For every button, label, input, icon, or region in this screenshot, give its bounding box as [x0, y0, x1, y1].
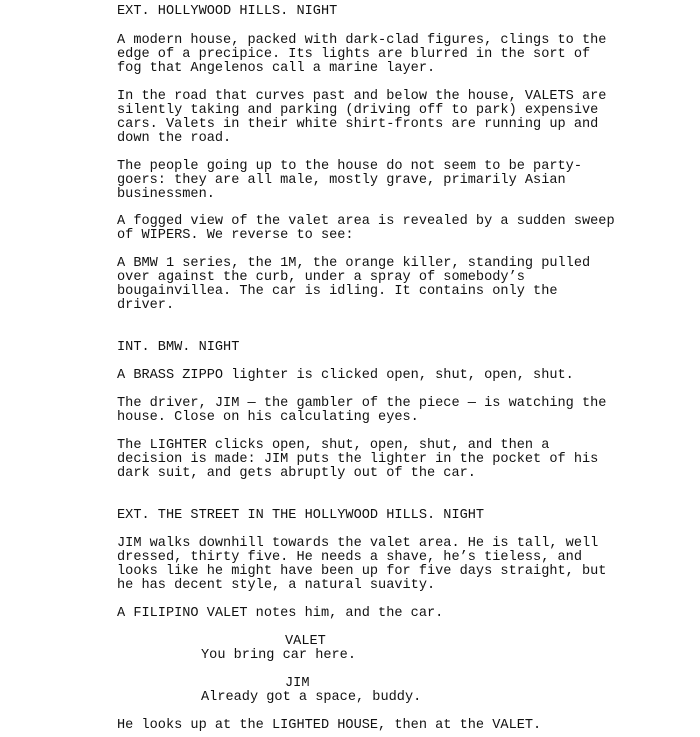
scene-heading: EXT. THE STREET IN THE HOLLYWOOD HILLS. NIGHT [117, 508, 485, 523]
scene-heading: INT. BMW. NIGHT [117, 340, 240, 355]
dialogue-line: You bring car here. [201, 648, 356, 663]
action-paragraph: A modern house, packed with dark-clad figures, clings to the edge of a precipice. Its lights are blurred in the sort of fog that Angelenos call a marine layer. [117, 33, 607, 76]
action-paragraph: The people going up to the house do not seem to be party- goers: they are all male, mostly grave, primarily Asian businessmen. [117, 159, 582, 202]
action-paragraph: A BMW 1 series, the 1M, the orange killer, standing pulled over against the curb, under a spray of somebody’s bougainvillea. The car is idling. It contains only the driver. [117, 256, 591, 313]
action-paragraph: A fogged view of the valet area is revealed by a sudden sweep of WIPERS. We reverse to see: [117, 214, 615, 243]
action-paragraph: He looks up at the LIGHTED HOUSE, then at the VALET. [117, 718, 542, 733]
action-paragraph: A BRASS ZIPPO lighter is clicked open, shut, open, shut. [117, 368, 574, 383]
action-paragraph: The driver, JIM — the gambler of the piece — is watching the house. Close on his calculating eyes. [117, 396, 607, 425]
action-paragraph: In the road that curves past and below the house, VALETS are silently taking and parking (driving off to park) expensive cars. Valets in their white shirt-fronts are running up and down the road. [117, 89, 607, 146]
action-paragraph: The LIGHTER clicks open, shut, open, shut, and then a decision is made: JIM puts the lighter in the pocket of his dark suit, and gets abruptly out of the car. [117, 438, 599, 481]
character-name: JIM [285, 676, 310, 691]
action-paragraph: A FILIPINO VALET notes him, and the car. [117, 606, 444, 621]
action-paragraph: JIM walks downhill towards the valet area. He is tall, well dressed, thirty five. He needs a shave, he’s tieless, and looks like he might have been up for five days straight, but he has decent style, a natural suavity. [117, 536, 607, 593]
dialogue-line: Already got a space, buddy. [201, 690, 422, 705]
character-name: VALET [285, 634, 326, 649]
scene-heading: EXT. HOLLYWOOD HILLS. NIGHT [117, 4, 338, 19]
